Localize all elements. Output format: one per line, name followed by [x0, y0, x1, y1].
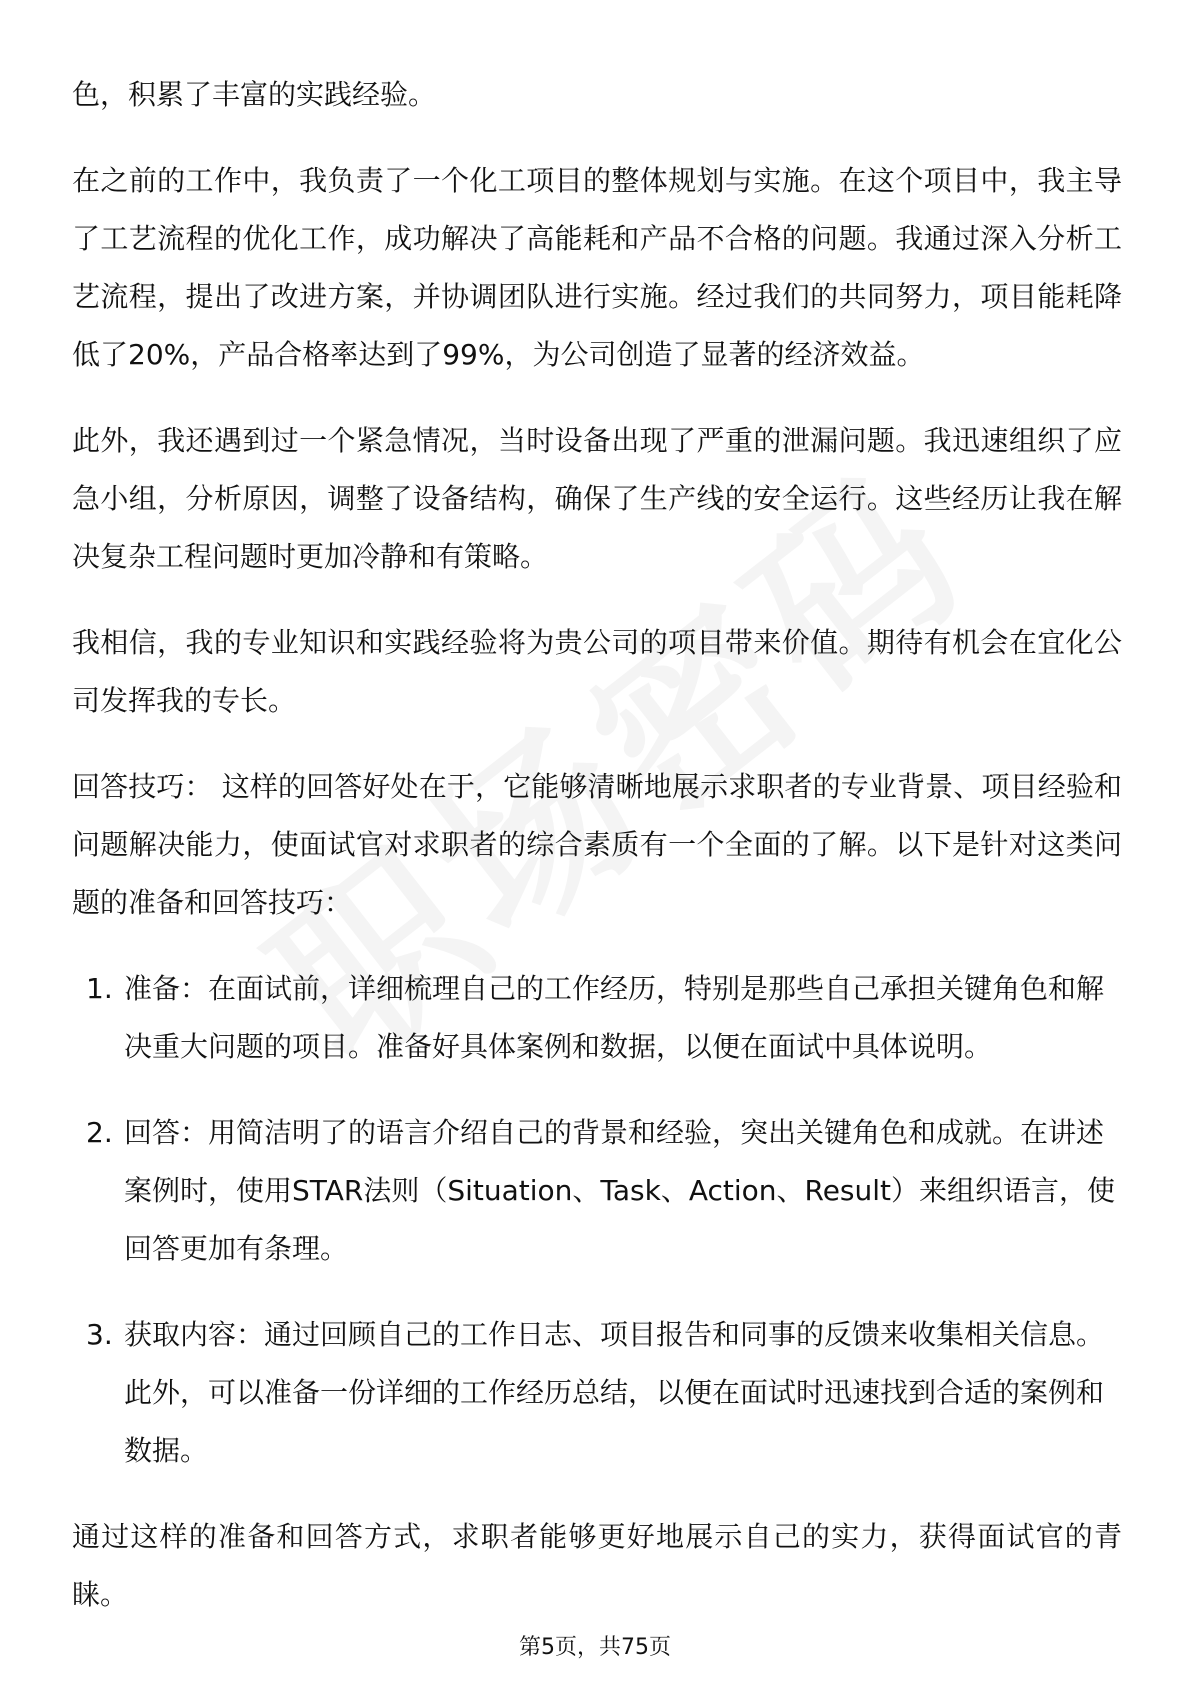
list-item-number: 3. [86, 1318, 113, 1351]
list-item [72, 960, 1122, 1076]
list-item-text: 回答：用简洁明了的语言介绍自己的背景和经验，突出关键角色和成就。在讲述案例时，使用STAR法则（Situation、Task、Action、Result）来组织语言，使回答更加有条理。 [124, 1116, 1116, 1265]
list-item [72, 1306, 1122, 1480]
list-item-text: 获取内容：通过回顾自己的工作日志、项目报告和同事的反馈来收集相关信息。此外，可以准备一份详细的工作经历总结，以便在面试时迅速找到合适的案例和数据。 [124, 1318, 1105, 1467]
paragraph-intro-tail: 色，积累了丰富的实践经验。 [72, 78, 437, 111]
list-item [72, 1104, 1122, 1278]
paragraph-closing: 通过这样的准备和回答方式，求职者能够更好地展示自己的实力，获得面试官的青睐。 [72, 1520, 1122, 1611]
tips-list [72, 960, 1122, 1480]
list-item-number: 1. [86, 972, 113, 1005]
paragraph-project-experience: 在之前的工作中，我负责了一个化工项目的整体规划与实施。在这个项目中，我主导了工艺流程的优化工作，成功解决了高能耗和产品不合格的问题。我通过深入分析工艺流程，提出了改进方案，并协调团队进行实施。经过我们的共同努力，项目能耗降低了20%，产品合格率达到了99%，为公司创造了显著的经济效益。 [72, 164, 1122, 371]
document-body [72, 66, 1122, 1652]
page-number: 第5页，共75页 [519, 1635, 671, 1660]
list-item-number: 2. [86, 1116, 113, 1149]
paragraph-emergency: 此外，我还遇到过一个紧急情况，当时设备出现了严重的泄漏问题。我迅速组织了应急小组，分析原因，调整了设备结构，确保了生产线的安全运行。这些经历让我在解决复杂工程问题时更加冷静和有策略。 [72, 424, 1122, 573]
list-item-text: 准备：在面试前，详细梳理自己的工作经历，特别是那些自己承担关键角色和解决重大问题的项目。准备好具体案例和数据，以便在面试中具体说明。 [124, 972, 1105, 1063]
paragraph-answer-tips: 回答技巧： 这样的回答好处在于，它能够清晰地展示求职者的专业背景、项目经验和问题解决能力，使面试官对求职者的综合素质有一个全面的了解。以下是针对这类问题的准备和回答技巧： [72, 770, 1122, 919]
paragraph-conclusion: 我相信，我的专业知识和实践经验将为贵公司的项目带来价值。期待有机会在宜化公司发挥我的专长。 [72, 626, 1122, 717]
